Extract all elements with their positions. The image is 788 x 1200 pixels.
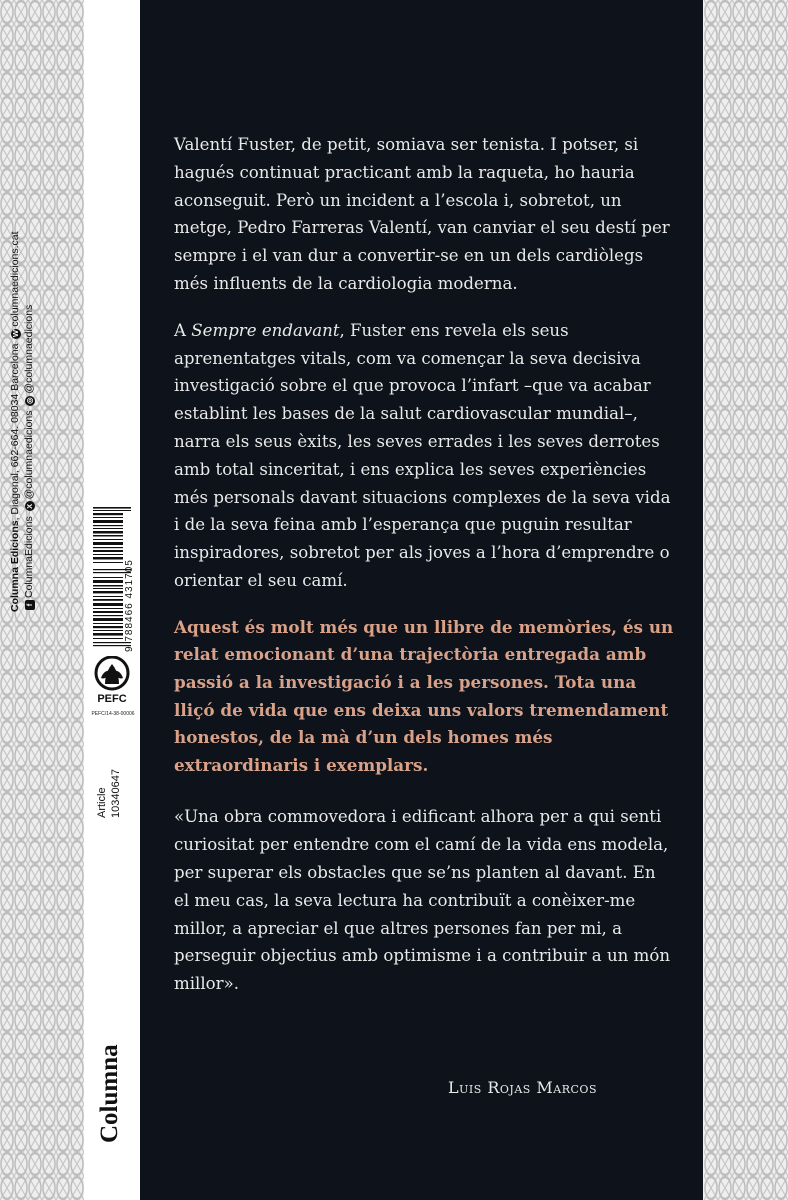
x-handle: @columnaedicions <box>23 410 35 500</box>
publisher-info-line <box>9 231 22 612</box>
quote-author: Luis Rojas Marcos <box>448 1078 597 1097</box>
publisher-address: , Diagonal, 662-664. 08034 Barcelona <box>9 343 21 521</box>
article-label: Article <box>96 787 108 818</box>
synopsis-paragraph-1: Valentí Fuster, de petit, somiava ser tenista. I potser, si hagués continuat practicant amb la raqueta, ho hauria aconseguit. Però un incident a l’escola i, sobretot, un metge, Pedro Farreras Valentí, van canviar el seu destí per sempre i el van dur a convertir-se en un dels cardiòlegs més influents de la cardiologia moderna. <box>174 135 670 293</box>
back-cover-text <box>174 131 674 998</box>
paragraph-2-prefix: A <box>174 320 192 340</box>
barcode-digits: 9 788466 431705 <box>124 559 135 652</box>
instagram-icon: ◎ <box>25 397 34 404</box>
pefc-logo-icon <box>93 656 131 706</box>
decorative-pattern-right <box>704 0 788 1200</box>
publisher-brand-logo: Columna <box>96 1044 123 1143</box>
paragraph-2-body: , Fuster ens revela els seus aprenentatges vitals, com va començar la seva decisiva investigació sobre el que provoca l’infart –que va acabar establint les bases de la salut cardiovascular mundial–, narra els seus èxits, les seves errades i les seves derrotes amb total sinceritat, i ens explica les seves experiències més personals davant situacions complexes de la seva vida i de la seva feina amb l’esperança que puguin resultar inspiradores, sobretot per als joves a l’hora d’emprendre o orientar el seu camí. <box>174 320 671 590</box>
facebook-handle: ColumnaEdicions <box>23 516 35 598</box>
synopsis-paragraph-2 <box>174 317 674 595</box>
facebook-icon: f <box>25 600 35 610</box>
publisher-website: columnaedicions.cat <box>9 231 21 327</box>
social-media-line <box>23 305 36 612</box>
instagram-handle: @columnaedicions <box>23 304 35 394</box>
book-title: Sempre endavant <box>191 320 340 340</box>
highlight-paragraph: Aquest és molt més que un llibre de memòries, és un relat emocionant d’una trajectòria entregada amb passió a la investigació i a les persones. Tota una lliçó de vida que ens deixa uns valors tremendament honestos, de la mà d’un dels homes més extraordinaris i exemplars. <box>174 616 674 775</box>
pefc-certification-code: PEFC/14-38-00006 <box>91 711 135 717</box>
pefc-label: PEFC <box>97 693 127 705</box>
publisher-name: Columna Edicions <box>9 520 21 612</box>
endorsement-quote: «Una obra commovedora i edificant alhora per a qui senti curiositat per entendre com el camí de la vida ens modela, per superar els obstacles que se’ns planten al davant. En el meu cas, la seva lectura ha contribuït a conèixer-me millor, a apreciar el que altres persones fan per mi, a perseguir objectius amb optimisme i a contribuir a un món millor». <box>174 807 671 994</box>
web-icon: W <box>11 330 20 338</box>
x-icon: X <box>25 501 35 511</box>
article-number: 10340647 <box>110 769 122 818</box>
